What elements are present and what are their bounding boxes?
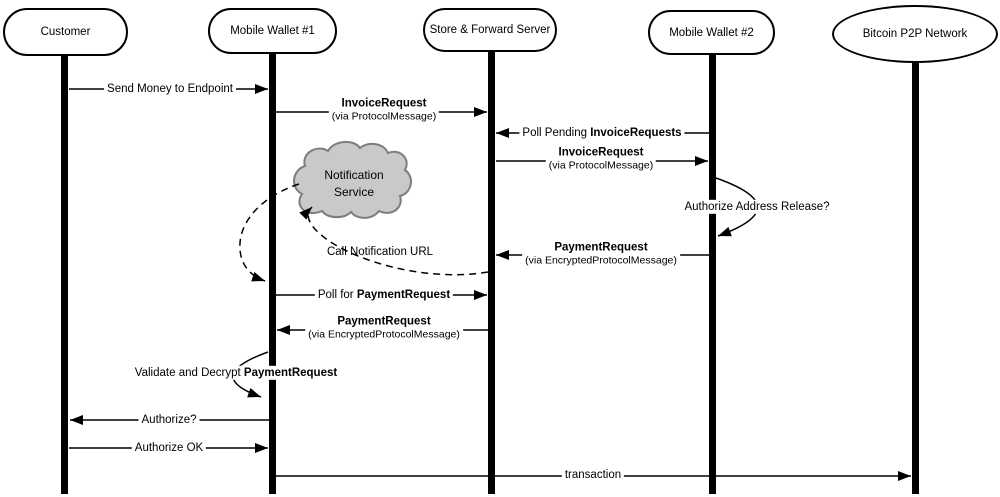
actor-store-forward-server: [423, 8, 557, 52]
actor-mobile-wallet-1-label: Mobile Wallet #1: [230, 25, 315, 37]
label-authorize: Authorize?: [139, 413, 200, 427]
label-payment-request-1: PaymentRequest (via EncryptedProtocolMessage): [522, 240, 680, 268]
arrow-notification-to-wallet1: [240, 184, 299, 281]
label-invoice-request-1: InvoiceRequest (via ProtocolMessage): [329, 96, 439, 124]
label-poll-pending-invoicerequests: Poll Pending InvoiceRequests: [519, 126, 684, 140]
label-authorize-ok: Authorize OK: [132, 441, 206, 455]
actor-store-forward-server-label: Store & Forward Server: [429, 24, 551, 36]
actor-mobile-wallet-1: [208, 8, 337, 54]
label-invoice-request-2: InvoiceRequest (via ProtocolMessage): [546, 145, 656, 173]
label-transaction: transaction: [562, 468, 624, 482]
label-validate-decrypt: Validate and Decrypt PaymentRequest: [132, 366, 340, 380]
actor-customer: [3, 8, 128, 56]
label-poll-for-payment-request: Poll for PaymentRequest: [315, 288, 453, 302]
actor-bitcoin-p2p-network: [832, 5, 998, 63]
actor-bitcoin-p2p-network-label: Bitcoin P2P Network: [862, 28, 968, 40]
label-send-money: Send Money to Endpoint: [104, 82, 236, 96]
actor-mobile-wallet-2-label: Mobile Wallet #2: [669, 26, 754, 39]
label-payment-request-2: PaymentRequest (via EncryptedProtocolMessage): [305, 314, 463, 342]
label-call-notification-url: Call Notification URL: [326, 245, 434, 258]
actor-mobile-wallet-2: [648, 10, 775, 55]
notification-service-label: Notification Service: [324, 168, 384, 199]
actor-customer-label: Customer: [40, 26, 91, 38]
label-authorize-address-release: Authorize Address Release?: [681, 200, 832, 214]
